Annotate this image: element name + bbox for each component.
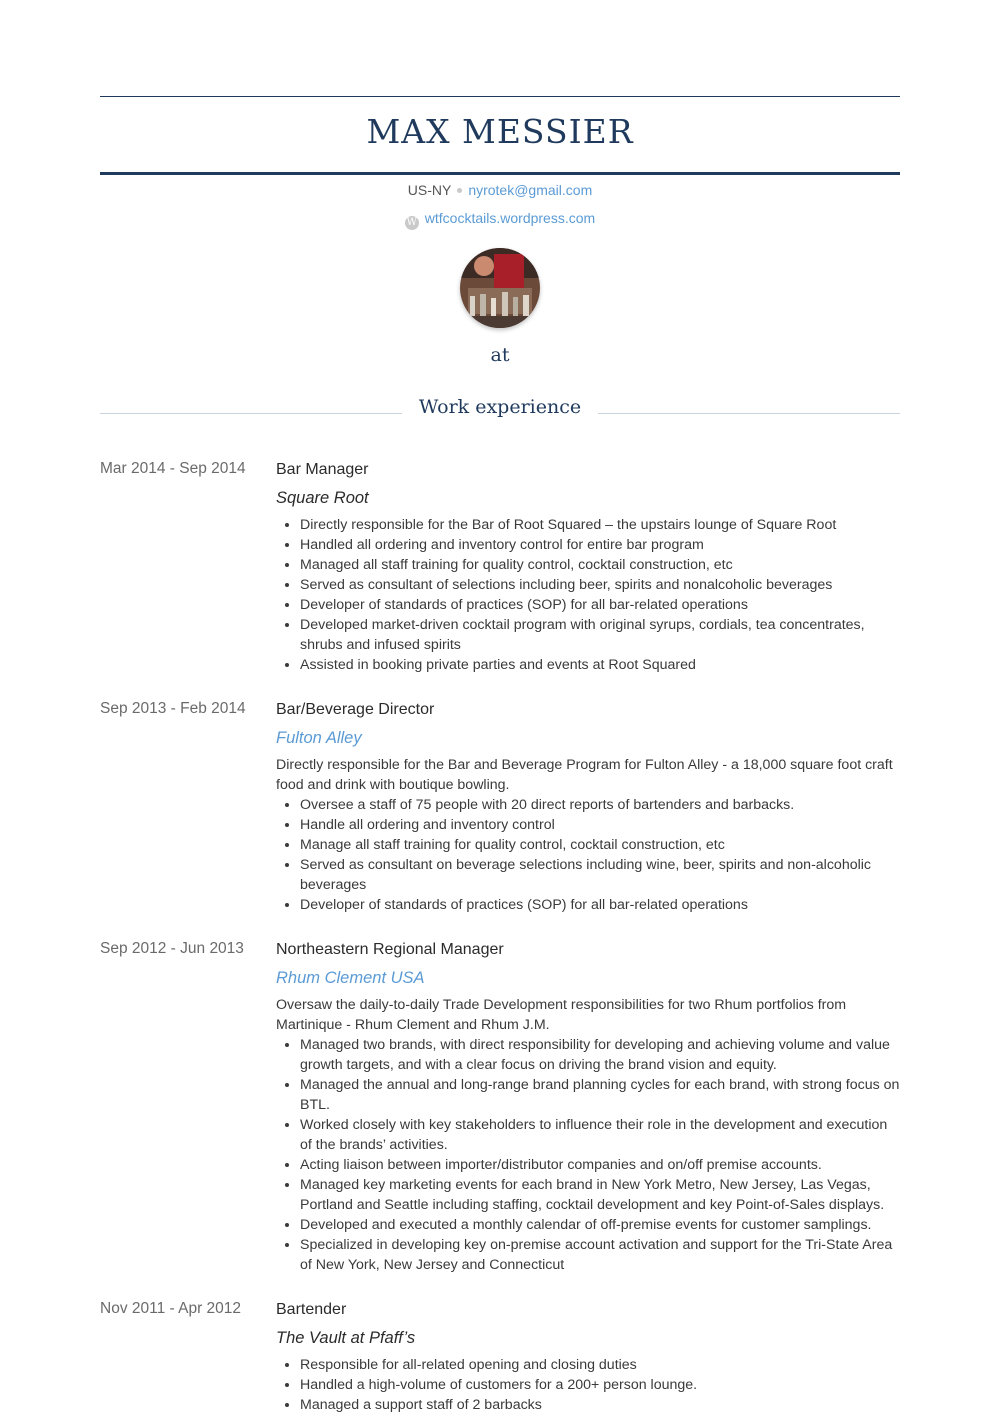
job-body: [276, 940, 900, 1275]
website-row: [100, 210, 900, 230]
job-title: Bartender: [276, 1301, 347, 1318]
wordpress-icon: W: [406, 217, 417, 228]
job-bullet: • Handled all ordering and inventory control for entire bar program: [300, 535, 900, 555]
job-company: Square Root: [276, 489, 369, 507]
job-body: [276, 460, 900, 675]
job-bullet: • Served as consultant of selections including beer, spirits and nonalcoholic beverages: [300, 575, 900, 595]
job-bullet: • Handle all ordering and inventory control: [300, 815, 900, 835]
job-bullet: • Oversee a staff of 75 people with 20 direct reports of bartenders and barbacks.: [300, 795, 900, 815]
job-bullets: [276, 795, 900, 915]
avatar: [460, 248, 540, 328]
job-title: Bar Manager: [276, 461, 369, 478]
job-bullet: • Developer of standards of practices (SOP) for all bar-related operations: [300, 595, 900, 615]
separator-dot-icon: [457, 188, 462, 193]
job-bullet: • Responsible for all-related opening and closing duties: [300, 1355, 900, 1375]
job-company-link[interactable]: Rhum Clement USA: [276, 969, 425, 987]
job-dates: Sep 2013 - Feb 2014: [100, 700, 246, 717]
header-bottom-rule: [100, 172, 900, 175]
candidate-name: MAX MESSIER: [366, 112, 634, 151]
job-bullet: • Managed a support staff of 2 barbacks: [300, 1395, 900, 1415]
job-bullet: • Directly responsible for the Bar of Root Squared – the upstairs lounge of Square Root: [300, 515, 900, 535]
job-title: Bar/Beverage Director: [276, 701, 435, 718]
job-bullet: • Worked closely with key stakeholders to influence their role in the development and execution of the brands’ activities.: [300, 1115, 900, 1155]
section-rule-left: [100, 413, 402, 414]
email-link[interactable]: nyrotek@gmail.com: [468, 182, 593, 198]
section-title-work-experience: Work experience: [418, 396, 582, 418]
job-bullet: • Managed key marketing events for each brand in New York Metro, New Jersey, Las Vegas, Portland and Seattle including staffing, cocktail development and key Point-of-Sales displays.: [300, 1175, 900, 1215]
job-bullet: • Managed all staff training for quality control, cocktail construction, etc: [300, 555, 900, 575]
job-bullets: [276, 1355, 900, 1415]
website-link[interactable]: wtfcocktails.wordpress.com: [424, 210, 596, 226]
job-company-link[interactable]: Fulton Alley: [276, 729, 362, 747]
location-text: US-NY: [407, 182, 452, 198]
job-bullet: • Developer of standards of practices (SOP) for all bar-related operations: [300, 895, 900, 915]
job-dates: Sep 2012 - Jun 2013: [100, 940, 244, 957]
section-rule-right: [598, 413, 900, 414]
header-top-rule: [100, 96, 900, 97]
job-bullet: • Manage all staff training for quality control, cocktail construction, etc: [300, 835, 900, 855]
job-bullet: • Developed and executed a monthly calendar of off-premise events for customer samplings.: [300, 1215, 900, 1235]
job-bullets: [276, 1035, 900, 1275]
job-bullet: • Assisted in booking private parties and events at Root Squared: [300, 655, 900, 675]
job-bullet: • Served as consultant on beverage selections including wine, beer, spirits and non-alcoholic beverages: [300, 855, 900, 895]
job-body: [276, 1300, 900, 1415]
job-bullet: • Managed the annual and long-range brand planning cycles for each brand, with strong focus on BTL.: [300, 1075, 900, 1115]
avatar-photo: [460, 248, 540, 328]
contact-row: [100, 182, 900, 198]
job-summary: Directly responsible for the Bar and Beverage Program for Fulton Alley - a 18,000 square foot craft food and drink with boutique bowling.: [276, 757, 893, 793]
job-bullet: • Developed market-driven cocktail program with original syrups, cordials, tea concentrates, shrubs and infused spirits: [300, 615, 900, 655]
job-dates: Nov 2011 - Apr 2012: [100, 1300, 242, 1317]
job-body: [276, 700, 900, 915]
job-title: Northeastern Regional Manager: [276, 941, 504, 958]
job-summary: Oversaw the daily-to-daily Trade Development responsibilities for two Rhum portfolios from Martinique - Rhum Clement and Rhum J.M.: [276, 997, 847, 1033]
job-bullet: • Handled a high-volume of customers for a 200+ person lounge.: [300, 1375, 900, 1395]
headline: at: [490, 344, 510, 366]
job-bullets: [276, 515, 900, 675]
job-bullet: • Acting liaison between importer/distributor companies and on/off premise accounts.: [300, 1155, 900, 1175]
job-bullet: • Specialized in developing key on-premise account activation and support for the Tri-State Area of New York, New Jersey and Connecticut: [300, 1235, 900, 1275]
job-bullet: • Managed two brands, with direct responsibility for developing and achieving volume and value growth targets, and with a clear focus on driving the brand vision and equity.: [300, 1035, 900, 1075]
job-dates: Mar 2014 - Sep 2014: [100, 460, 246, 477]
job-company: The Vault at Pfaff’s: [276, 1329, 416, 1347]
